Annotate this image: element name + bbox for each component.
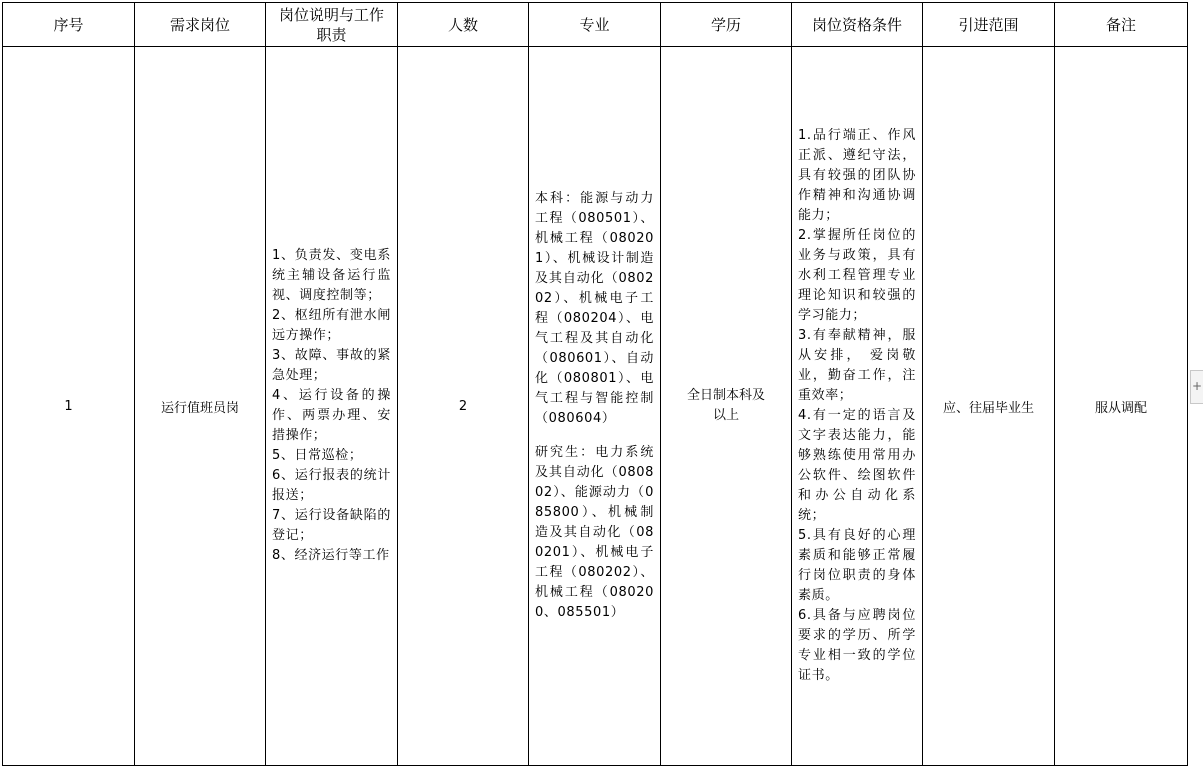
duty-item: 7、运行设备缺陷的登记； [272,508,391,543]
header-scope: 引进范围 [923,3,1055,47]
cell-major [529,47,661,766]
header-education: 学历 [661,3,792,47]
header-count: 人数 [398,3,529,47]
duty-item: 8、经济运行等工作 [272,548,390,563]
expand-panel-button[interactable]: + [1190,370,1203,404]
qualification-item: 2.掌握所任岗位的业务与政策，具有水利工程管理专业理论知识和较强的学习能力； [798,228,916,323]
table-row [3,47,1188,766]
paragraph-gap [535,429,654,443]
cell-education [661,47,792,766]
header-duties-text: 岗位说明与工作职责 [278,5,384,44]
duty-item: 6、运行报表的统计报送； [272,468,391,503]
qualification-item: 1.品行端正、作风正派、遵纪守法，具有较强的团队协作精神和沟通协调能力； [798,128,916,223]
qualifications-list [792,126,922,686]
cell-duties [266,47,398,766]
duty-item: 4、运行设备的操作、两票办理、安措操作； [272,388,391,443]
duty-item: 5、日常巡检； [272,448,363,463]
cell-qualifications [792,47,923,766]
major-undergrad: 本科：能源与动力工程（080501）、机械工程（080201）、机械设计制造及其自动化（080202）、机械电子工程（080204）、电气工程及其自动化（080601）、自动化（080801）、电气工程与智能控制（080604） [535,191,654,426]
cell-scope: 应、往届毕业生 [923,47,1055,766]
cell-index: 1 [3,47,135,766]
header-duties [266,3,398,47]
qualification-item: 4.有一定的语言及文字表达能力，能够熟练使用常用办公软件、绘图软件和办公自动化系统； [798,408,916,523]
header-qualifications: 岗位资格条件 [792,3,923,47]
cell-count: 2 [398,47,529,766]
cell-remark: 服从调配 [1055,47,1188,766]
education-text: 全日制本科及以上 [686,388,765,423]
duty-item: 2、枢纽所有泄水闸远方操作； [272,308,391,343]
major-text [529,189,660,623]
header-major: 专业 [529,3,661,47]
duties-list [266,246,397,566]
header-row [3,3,1188,47]
duty-item: 1、负责发、变电系统主辅设备运行监视、调度控制等； [272,248,391,303]
cell-position: 运行值班员岗 [135,47,266,766]
duty-item: 3、故障、事故的紧急处理； [272,348,391,383]
header-position: 需求岗位 [135,3,266,47]
header-index: 序号 [3,3,135,47]
recruitment-table [2,2,1188,766]
qualification-item: 5.具有良好的心理素质和能够正常履行岗位职责的身体素质。 [798,528,916,603]
qualification-item: 6.具备与应聘岗位要求的学历、所学专业相一致的学位证书。 [798,608,916,683]
header-remark: 备注 [1055,3,1188,47]
qualification-item: 3.有奉献精神，服从安排， 爱岗敬业，勤奋工作，注重效率； [798,328,916,403]
major-grad: 研究生：电力系统及其自动化（080802）、能源动力（085800）、机械制造及其自动化（080201）、机械电子工程（080202）、机械工程（080200、085501） [535,445,654,620]
